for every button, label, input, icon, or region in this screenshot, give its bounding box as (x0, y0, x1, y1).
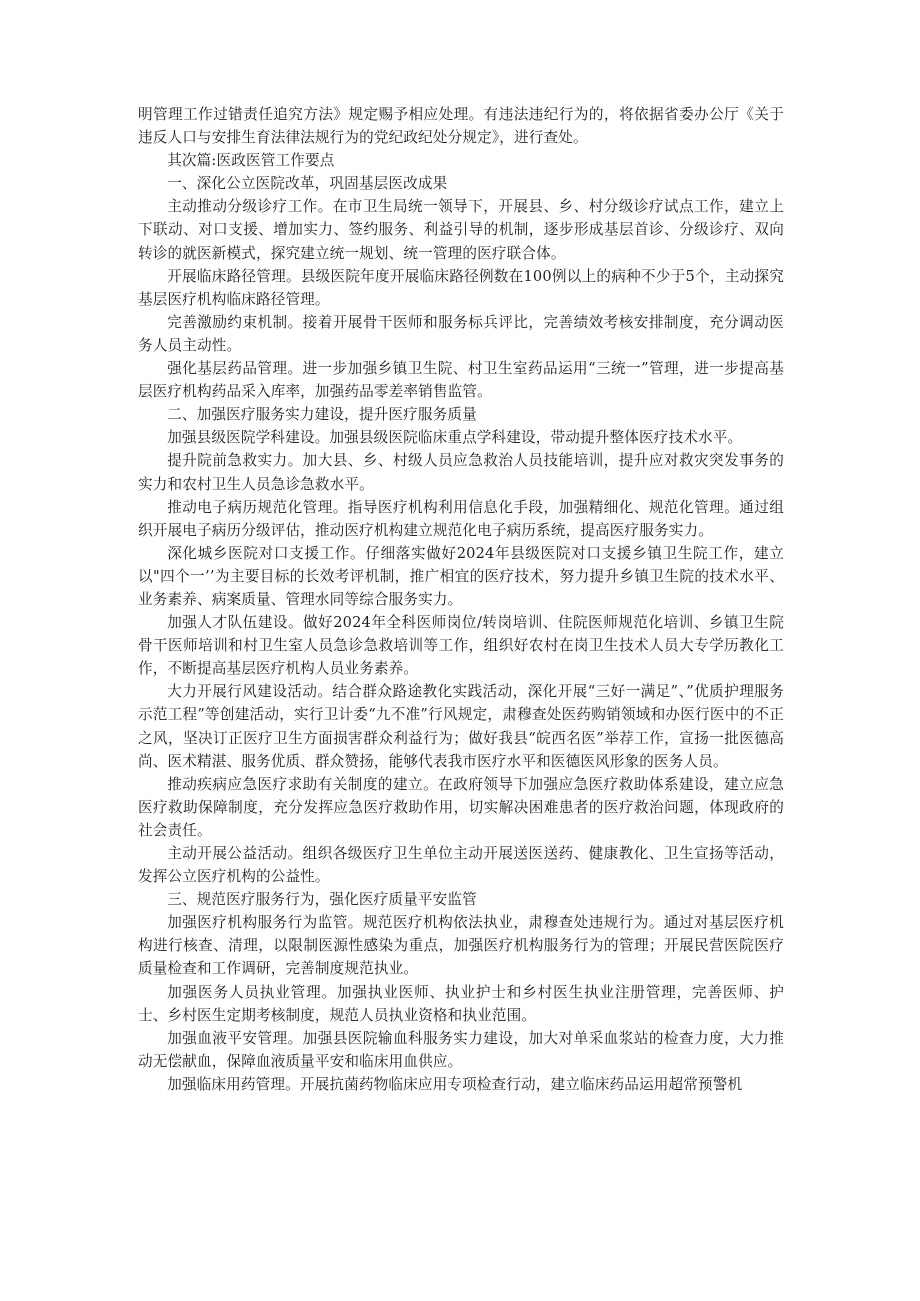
paragraph: 主动开展公益活动。组织各级医疗卫生单位主动开展送医送药、健康教化、卫生宣扬等活动，发挥公立医疗机构的公益性。 (138, 845, 784, 886)
paragraph: 加强医务人员执业管理。加强执业医师、执业护士和乡村医生执业注册管理，完善医师、护士、乡村医生定期考核制度，规范人员执业资格和执业范围。 (138, 983, 784, 1024)
paragraph: 开展临床路径管理。县级医院年度开展临床路径例数在100例以上的病种不少于5个，主动探究基层医疗机构临床路径管理。 (138, 267, 784, 308)
paragraph: 一、深化公立医院改革，巩固基层医改成果 (167, 175, 448, 193)
paragraph: 加强医疗机构服务行为监管。规范医疗机构依法执业，肃穆查处违规行为。通过对基层医疗机构进行核查、清理，以限制医源性感染为重点，加强医疗机构服务行为的管理；开展民营医院医疗质量检查和工作调研，完善制度规范执业。 (138, 914, 784, 978)
paragraph: 二、加强医疗服务实力建设，提升医疗服务质量 (167, 406, 477, 424)
document-body (138, 103, 784, 1096)
paragraph: 完善激励约束机制。接着开展骨干医师和服务标兵评比，完善绩效考核安排制度，充分调动医务人员主动性。 (138, 313, 784, 354)
paragraph: 推动疾病应急医疗求助有关制度的建立。在政府领导下加强应急医疗救助体系建设，建立应急医疗救助保障制度，充分发挥应急医疗救助作用，切实解决困难患者的医疗救治问题，体现政府的社会责任。 (138, 775, 784, 839)
paragraph: 强化基层药品管理。进一步加强乡镇卫生院、村卫生室药品运用“三统一”管理，进一步提高基层医疗机构药品采入库率，加强药品零差率销售监管。 (138, 360, 784, 401)
paragraph: 明管理工作过错责任追究方法》规定赐予相应处理。有违法违纪行为的，将依据省委办公厅《关于违反人口与安排生育法律法规行为的党纪政纪处分规定》，进行查处。 (138, 106, 784, 147)
paragraph: 主动推动分级诊疗工作。在市卫生局统一领导下，开展县、乡、村分级诊疗试点工作，建立上下联动、对口支援、增加实力、签约服务、利益引导的机制，逐步形成基层首诊、分级诊疗、双向转诊的就医新模式，探究建立统一规划、统一管理的医疗联合体。 (138, 198, 784, 262)
paragraph: 提升院前急救实力。加大县、乡、村级人员应急救治人员技能培训，提升应对救灾突发事务的实力和农村卫生人员急诊急救水平。 (138, 452, 784, 493)
paragraph: 其次篇:医政医管工作要点 (167, 152, 335, 170)
paragraph: 加强血液平安管理。加强县医院输血科服务实力建设，加大对单采血浆站的检查力度，大力推动无偿献血，保障血液质量平安和临床用血供应。 (138, 1029, 784, 1070)
paragraph: 加强县级医院学科建设。加强县级医院临床重点学科建设，带动提升整体医疗技术水平。 (167, 429, 743, 447)
paragraph: 三、规范医疗服务行为，强化医疗质量平安监管 (167, 891, 477, 909)
paragraph: 加强人才队伍建设。做好2024年全科医师岗位/转岗培训、住院医师规范化培训、乡镇卫生院骨干医师培训和村卫生室人员急诊急救培训等工作，组织好农村在岗卫生技术人员大专学历教化工作，不断提高基层医疗机构人员业务素养。 (138, 614, 784, 678)
paragraph: 大力开展行风建设活动。结合群众路途教化实践活动，深化开展“三好一满足”、”优质护理服务示范工程”等创建活动，实行卫计委“九不准”行风规定，肃穆查处医药购销领域和办医行医中的不正之风，坚决订正医疗卫生方面损害群众利益行为；做好我县“皖西名医”举荐工作，宣扬一批医德高尚、医术精湛、服务优质、群众赞扬，能够代表我市医疗水平和医德医风形象的医务人员。 (138, 683, 784, 770)
paragraph: 深化城乡医院对口支援工作。仔细落实做好2024年县级医院对口支援乡镇卫生院工作，建立以"四个一’’为主要目标的长效考评机制，推广相宜的医疗技术，努力提升乡镇卫生院的技术水平、业务素养、病案质量、管理水同等综合服务实力。 (138, 544, 784, 608)
paragraph: 加强临床用药管理。开展抗菌药物临床应用专项检查行动，建立临床药品运用超常预警机 (167, 1075, 743, 1093)
paragraph: 推动电子病历规范化管理。指导医疗机构利用信息化手段，加强精细化、规范化管理。通过组织开展电子病历分级评估，推动医疗机构建立规范化电子病历系统，提高医疗服务实力。 (138, 498, 784, 539)
